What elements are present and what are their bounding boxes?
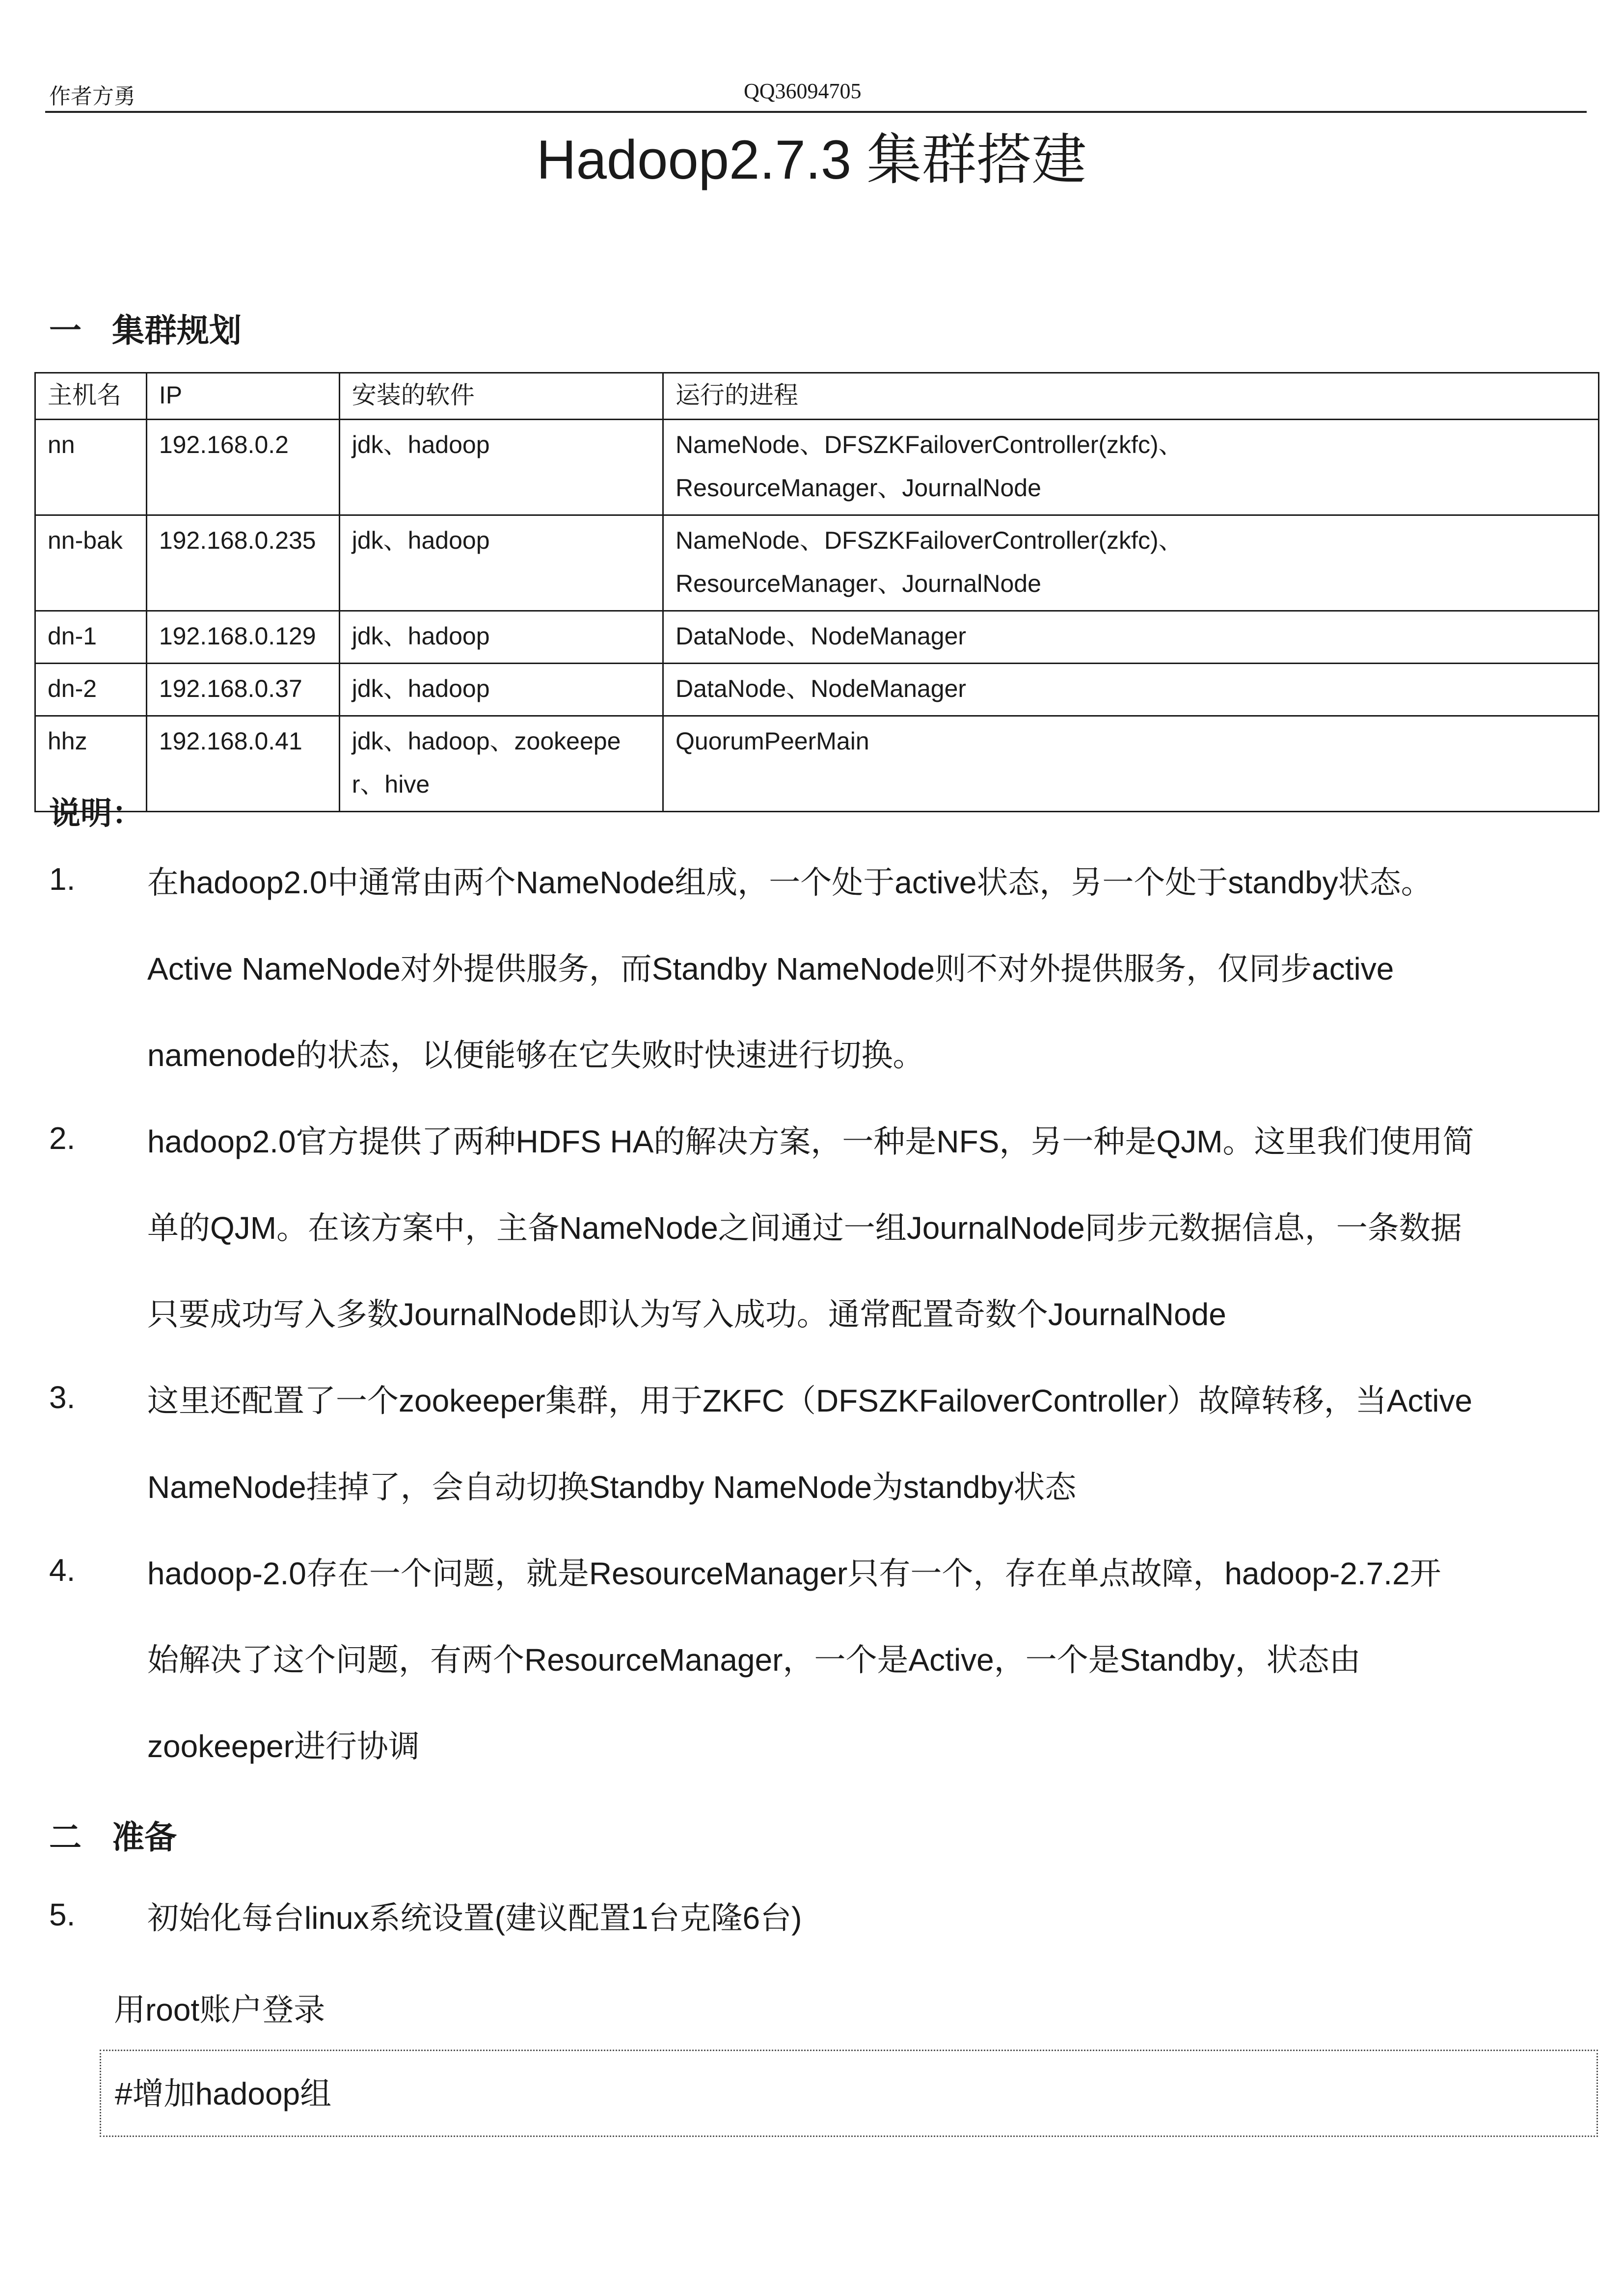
- table-header-cell: 运行的进程: [663, 373, 1599, 420]
- host-cell: hhz: [35, 716, 147, 812]
- process-cell: [663, 515, 1599, 611]
- table-row: [35, 611, 1599, 664]
- note-line: namenode的状态，以便能够在它失败时快速进行切换。: [147, 1038, 924, 1073]
- software-line: jdk、hadoop: [352, 675, 490, 702]
- software-cell: [339, 420, 663, 515]
- ip-cell: 192.168.0.37: [146, 664, 339, 716]
- software-line: jdk、hadoop: [352, 431, 490, 458]
- table-row: [35, 420, 1599, 515]
- step-number: 5.: [49, 1897, 76, 1932]
- ip-cell: 192.168.0.2: [146, 420, 339, 515]
- software-cell: [339, 664, 663, 716]
- software-line: jdk、hadoop: [352, 527, 490, 554]
- note-line: 单的QJM。在该方案中，主备NameNode之间通过一组JournalNode同步元数据信息，一条数据: [147, 1210, 1462, 1246]
- note-number: 1.: [49, 861, 76, 897]
- host-cell: nn: [35, 420, 147, 515]
- note-line: 始解决了这个问题，有两个ResourceManager，一个是Active，一个是Standby，状态由: [147, 1642, 1361, 1678]
- section-title: 准备: [112, 1819, 177, 1855]
- table-header-row: [35, 373, 1599, 420]
- process-line: DataNode、NodeManager: [676, 622, 967, 650]
- section-number: 二: [49, 1819, 81, 1855]
- table-row: [35, 515, 1599, 611]
- note-number: 3.: [49, 1380, 76, 1415]
- note-line: hadoop-2.0存在一个问题，就是ResourceManager只有一个，存在单点故障，hadoop-2.7.2开: [147, 1556, 1441, 1591]
- ip-cell: 192.168.0.41: [146, 716, 339, 812]
- cluster-plan-table: [34, 372, 1599, 812]
- software-line: jdk、hadoop: [352, 622, 490, 650]
- notes-label: 说明：: [49, 796, 143, 831]
- section-title: 集群规划: [112, 312, 242, 348]
- process-cell: [663, 611, 1599, 664]
- table-header-cell: 主机名: [35, 373, 147, 420]
- process-line: NameNode、DFSZKFailoverController(zkfc)、: [676, 527, 1183, 554]
- process-line: QuorumPeerMain: [676, 727, 869, 755]
- note-line: zookeeper进行协调: [147, 1729, 420, 1764]
- process-cell: [663, 664, 1599, 716]
- ip-cell: 192.168.0.129: [146, 611, 339, 664]
- process-cell: [663, 420, 1599, 515]
- note-line: hadoop2.0官方提供了两种HDFS HA的解决方案，一种是NFS，另一种是QJM。这里我们使用简: [147, 1124, 1474, 1159]
- section-heading-2: [49, 1811, 177, 1858]
- note-number: 2.: [49, 1121, 76, 1156]
- ip-cell: 192.168.0.235: [146, 515, 339, 611]
- software-line: r、hive: [352, 771, 430, 798]
- table-row: [35, 716, 1599, 812]
- header-author: 作者方勇: [49, 84, 135, 108]
- table-row: [35, 664, 1599, 716]
- host-cell: dn-2: [35, 664, 147, 716]
- document-title: Hadoop2.7.3 集群搭建: [536, 129, 1087, 190]
- code-block: [100, 2050, 1598, 2137]
- software-cell: [339, 716, 663, 812]
- code-comment: #增加hadoop组: [115, 2076, 332, 2111]
- header-rule: [45, 111, 1587, 113]
- header-qq: QQ36094705: [744, 79, 862, 103]
- note-line: 在hadoop2.0中通常由两个NameNode组成，一个处于active状态，另一个处于standby状态。: [147, 865, 1433, 900]
- table-header-cell: IP: [146, 373, 339, 420]
- note-line: Active NameNode对外提供服务，而Standby NameNode则不对外提供服务，仅同步active: [147, 951, 1394, 987]
- process-line: NameNode、DFSZKFailoverController(zkfc)、: [676, 431, 1183, 458]
- software-cell: [339, 611, 663, 664]
- process-cell: [663, 716, 1599, 812]
- host-cell: nn-bak: [35, 515, 147, 611]
- host-cell: dn-1: [35, 611, 147, 664]
- section-heading-1: [49, 304, 242, 351]
- software-line: jdk、hadoop、zookeepe: [352, 727, 621, 755]
- note-line: NameNode挂掉了，会自动切换Standby NameNode为standby状态: [147, 1469, 1077, 1505]
- note-line: 这里还配置了一个zookeeper集群，用于ZKFC（DFSZKFailoverController）故障转移，当Active: [147, 1383, 1473, 1418]
- process-line: ResourceManager、JournalNode: [676, 570, 1041, 597]
- software-cell: [339, 515, 663, 611]
- login-instruction: 用root账户登录: [114, 1992, 325, 2028]
- table-header-cell: 安装的软件: [339, 373, 663, 420]
- note-number: 4.: [49, 1552, 76, 1588]
- process-line: ResourceManager、JournalNode: [676, 474, 1041, 502]
- section-number: 一: [49, 312, 81, 348]
- step-text: 初始化每台linux系统设置(建议配置1台克隆6台): [147, 1900, 802, 1936]
- note-line: 只要成功写入多数JournalNode即认为写入成功。通常配置奇数个JournalNode: [147, 1297, 1226, 1332]
- process-line: DataNode、NodeManager: [676, 675, 967, 702]
